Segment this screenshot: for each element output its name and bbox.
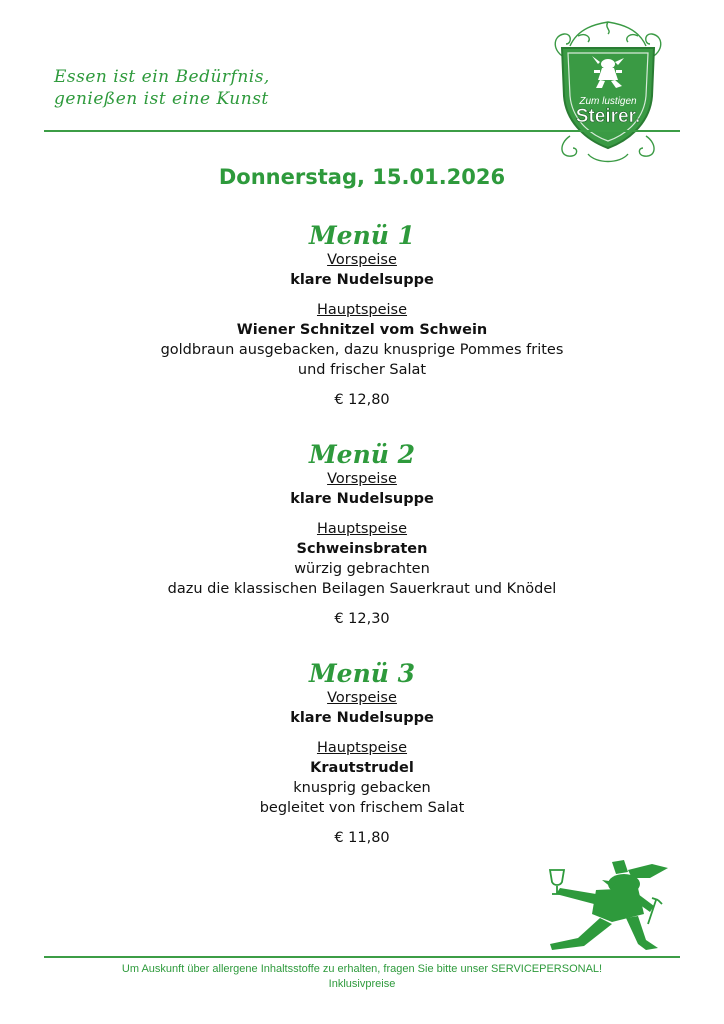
restaurant-logo [548, 18, 668, 168]
starter-dish: klare Nudelsuppe [290, 710, 434, 726]
main-description: und frischer Salat [297, 362, 427, 378]
menu-price: € 12,30 [334, 611, 390, 627]
header-divider [44, 130, 680, 132]
main-description: goldbraun ausgebacken, dazu knusprige Pommes frites [160, 342, 564, 358]
starter-dish: klare Nudelsuppe [290, 272, 434, 288]
main-dish: Wiener Schnitzel vom Schwein [236, 322, 488, 338]
menu-title: Menü 2 [308, 440, 416, 469]
price-note: Inklusivpreise [328, 978, 396, 990]
starter-label: Vorspeise [327, 471, 397, 487]
menu-title: Menü 3 [308, 659, 416, 688]
main-label: Hauptspeise [316, 302, 408, 318]
starter-label: Vorspeise [327, 252, 397, 268]
slogan [54, 66, 270, 110]
main-description: dazu die klassischen Beilagen Sauerkraut und Knödel [167, 581, 557, 597]
menu-date: Donnerstag, 15.01.2026 [218, 165, 506, 189]
menu-block-3 [0, 660, 724, 848]
menu-title: Menü 1 [308, 221, 416, 250]
main-description: begleitet von frischem Salat [259, 800, 465, 816]
main-dish: Krautstrudel [310, 760, 414, 776]
footer-divider [44, 956, 680, 958]
main-label: Hauptspeise [316, 740, 408, 756]
allergen-notice: Um Auskunft über allergene Inhaltsstoffe zu erhalten, fragen Sie bitte unser SERVICEPERSONAL! [121, 963, 603, 975]
starter-label: Vorspeise [327, 690, 397, 706]
slogan-line-1: Essen ist ein Bedürfnis, [54, 67, 270, 87]
main-description: würzig gebrachten [294, 561, 430, 577]
main-dish: Schweinsbraten [296, 541, 428, 557]
menu-block-2 [0, 441, 724, 629]
starter-dish: klare Nudelsuppe [290, 491, 434, 507]
menu-block-1 [0, 222, 724, 410]
mascot-icon [542, 858, 672, 954]
menu-price: € 11,80 [334, 830, 390, 846]
footer [0, 962, 724, 992]
logo-text-main: Steirer. [575, 106, 641, 127]
main-description: knusprig gebacken [293, 780, 431, 796]
slogan-line-2: genießen ist eine Kunst [54, 89, 269, 109]
menu-price: € 12,80 [334, 392, 390, 408]
main-label: Hauptspeise [316, 521, 408, 537]
logo-text-top: Zum lustigen [579, 96, 637, 107]
